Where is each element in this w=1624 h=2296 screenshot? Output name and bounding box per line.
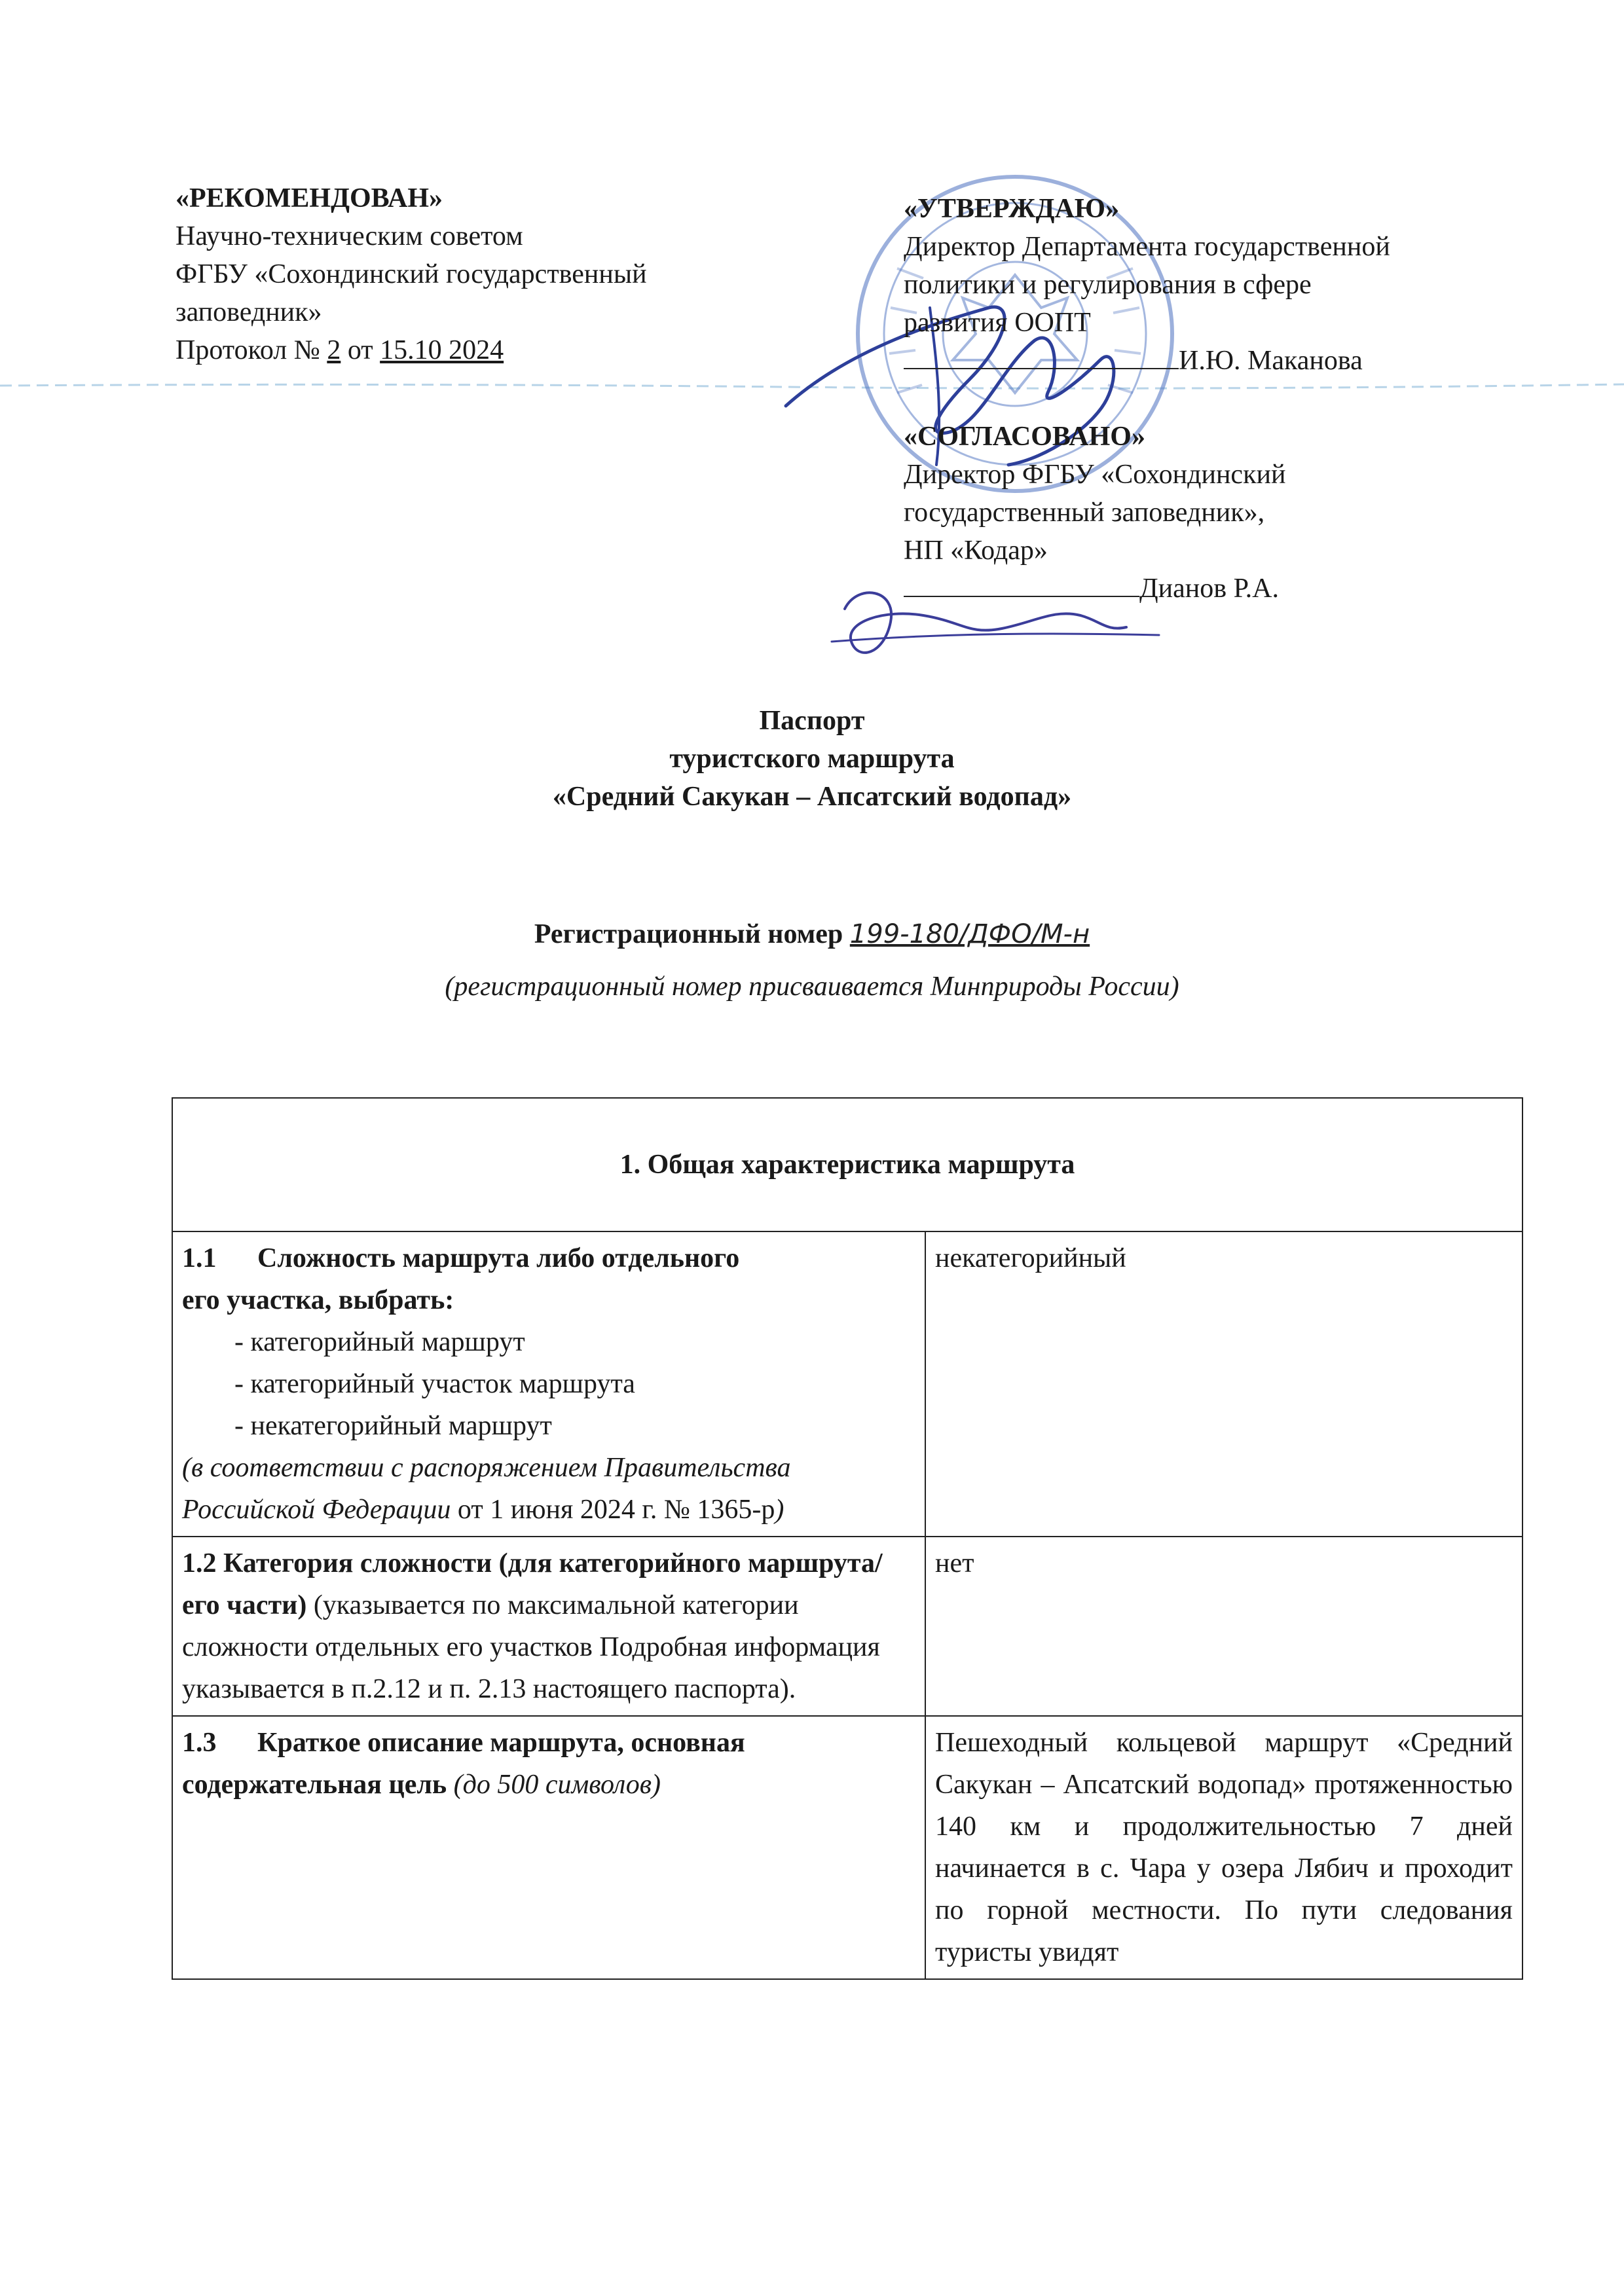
row-1-note-line [182,1489,915,1531]
row-2-title: 1.2 Категория сложности (для категорийного маршрута/его части) [182,1548,883,1620]
agreed-line-1: Директор ФГБУ «Сохондинский [904,460,1286,490]
approve-line-2: политики и регулирования в сфере [904,270,1312,300]
approve-signatory: И.Ю. Маканова [1179,346,1363,376]
approve-signature-line [904,342,1390,380]
row-1-title [182,1237,915,1279]
row-3-title: Краткое описание маршрута, основная содержательная цель [182,1728,745,1800]
approval-block [904,190,1390,608]
row-3-num-text: 1.3 [182,1728,217,1758]
title-line-3: «Средний Сакукан – Апсатский водопад» [552,782,1072,812]
row-1-value-cell: некатегорийный [925,1231,1522,1537]
route-characteristics-table [172,1097,1523,1980]
agreed-line-2: государственный заповедник», [904,498,1265,528]
agreed-signature-line [904,570,1390,608]
recommended-line-1: Научно-техническим советом [175,221,523,251]
protocol-date: 15.10 2024 [380,335,504,365]
protocol-mid: от [341,335,380,365]
registration-note: (регистрационный номер присваивается Минприроды России) [445,972,1179,1002]
row-1-note-d: ) [775,1495,784,1525]
row-1-option-1: - категорийный маршрут [234,1327,525,1357]
section-heading: 1. Общая характеристика маршрута [172,1098,1522,1231]
approve-heading: «УТВЕРЖДАЮ» [904,194,1120,224]
recommended-heading: «РЕКОМЕНДОВАН» [175,183,443,213]
row-2-value-cell: нет [925,1537,1522,1716]
protocol-line [175,331,647,369]
table-row [172,1231,1522,1537]
signature-underline-2 [904,570,1139,597]
row-1-title-b: его участка, выбрать: [182,1285,454,1315]
title-line-2: туристского маршрута [669,744,955,774]
row-3-note: (до 500 символов) [447,1770,661,1800]
title-line-1: Паспорт [759,706,865,736]
row-3-value-cell: Пешеходный кольцевой маршрут «Средний Сакукан – Апсатский водопад» протяженностью 140 км и продолжительностью 7 дней начинается в с. Чара у озера Лябич и проходит по горной местности. По пути следования туристы увидят [925,1716,1522,1979]
row-3-label-cell [172,1716,925,1979]
row-1-note-a: (в соответствии с распоряжением Правительства [182,1453,791,1483]
agreed-signatory: Дианов Р.А. [1139,574,1280,604]
table-section-row [172,1098,1522,1231]
registration-label: Регистрационный номер [534,919,850,949]
protocol-prefix: Протокол № [175,335,327,365]
row-2-desc: (указывается по максимальной категории сложности отдельных его участков Подробная информация указывается в п.2.12 и п. 2.13 настоящего паспорта). [182,1590,880,1704]
table-row [172,1537,1522,1716]
row-1-title-a: Сложность маршрута либо отдельного [257,1243,740,1273]
row-1-note-b: Российской Федерации [182,1495,458,1525]
agreed-heading: «СОГЛАСОВАНО» [904,422,1145,452]
row-1-option-2: - категорийный участок маршрута [234,1369,635,1399]
recommended-line-2: ФГБУ «Сохондинский государственный [175,259,647,289]
protocol-number: 2 [327,335,341,365]
table-row [172,1716,1522,1979]
registration-number-handwritten: 199-180/ДФО/М-н [849,919,1090,949]
row-1-number: 1.1 [182,1243,217,1273]
row-1-label-cell [172,1231,925,1537]
approve-line-1: Директор Департамента государственной [904,232,1390,262]
row-2-label-cell [172,1537,925,1716]
row-1-option-3: - некатегорийный маршрут [234,1411,552,1441]
approve-line-3: развития ООПТ [904,308,1091,338]
recommended-line-3: заповедник» [175,297,322,327]
row-1-note-c: от 1 июня 2024 г. № 1365-р [457,1495,775,1525]
registration-line [0,915,1624,953]
recommended-block [175,179,647,369]
signature-underline [904,342,1179,369]
document-title [0,702,1624,816]
agreed-line-3: НП «Кодар» [904,536,1048,566]
